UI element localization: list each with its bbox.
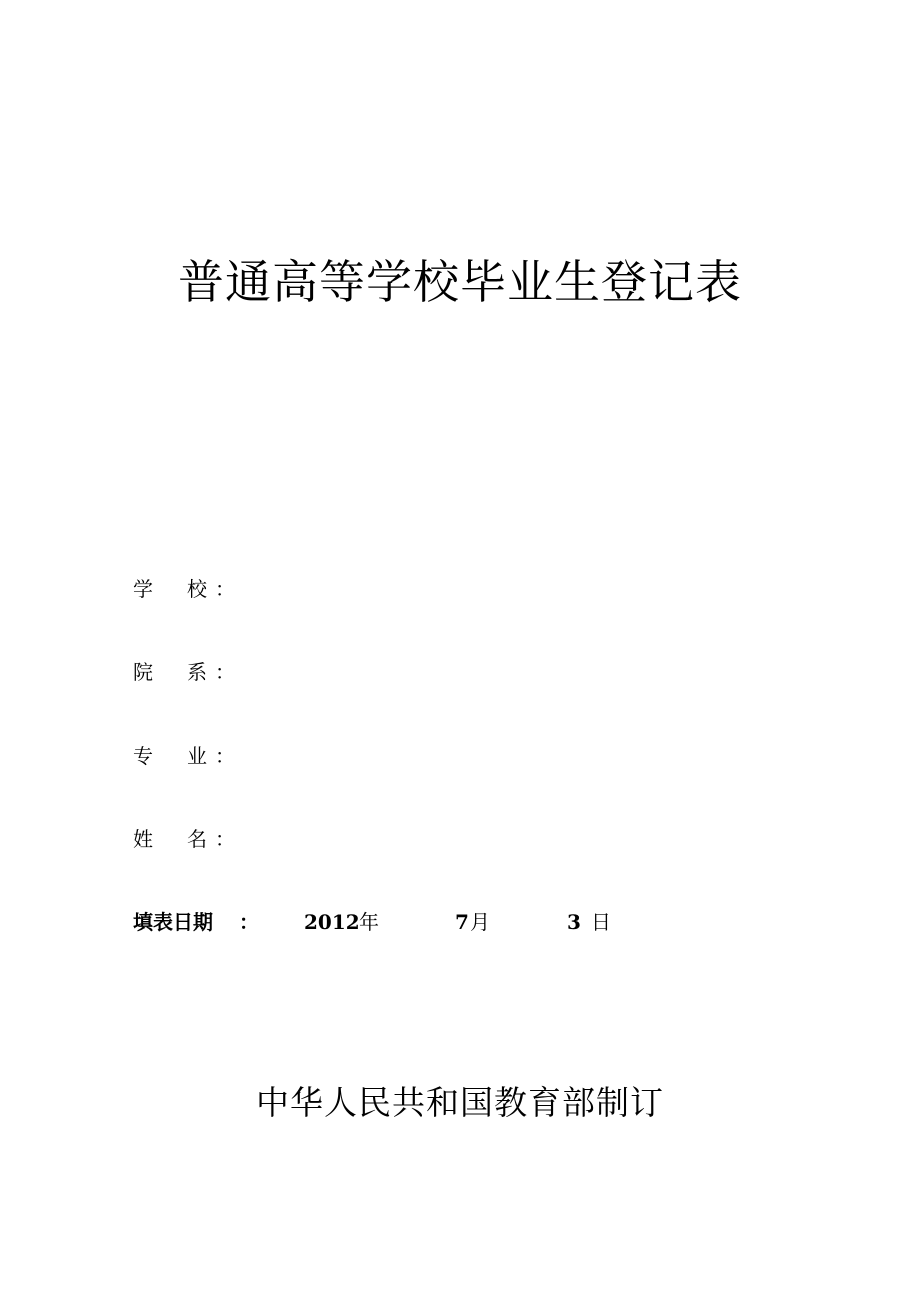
fill-date-month: 7 <box>455 910 469 934</box>
name-label-char-2: 名 <box>187 827 207 851</box>
school-label-char-2: 校 <box>187 577 207 601</box>
fill-date-day-unit: 日 <box>591 910 611 934</box>
fill-date-year-unit: 年 <box>359 910 379 934</box>
major-label-char-2: 业 <box>187 744 207 768</box>
department-colon: ： <box>215 660 235 684</box>
school-colon: ： <box>215 577 235 601</box>
name-label-char-1: 姓 <box>133 827 153 851</box>
fill-date-day: 3 <box>567 910 581 934</box>
name-colon: ： <box>215 827 235 851</box>
fill-date-month-unit: 月 <box>470 910 490 934</box>
department-label-char-2: 系 <box>187 660 207 684</box>
fill-date-colon: ： <box>239 910 259 934</box>
issuer-footer: 中华人民共和国教育部制订 <box>256 1083 664 1122</box>
major-colon: ： <box>215 744 235 768</box>
department-label-char-1: 院 <box>133 660 153 684</box>
major-label-char-1: 专 <box>133 744 153 768</box>
fill-date-label: 填表日期 <box>133 910 213 934</box>
document-title: 普通高等学校毕业生登记表 <box>178 255 742 309</box>
school-label-char-1: 学 <box>133 577 153 601</box>
fill-date-year: 2012 <box>304 910 360 934</box>
